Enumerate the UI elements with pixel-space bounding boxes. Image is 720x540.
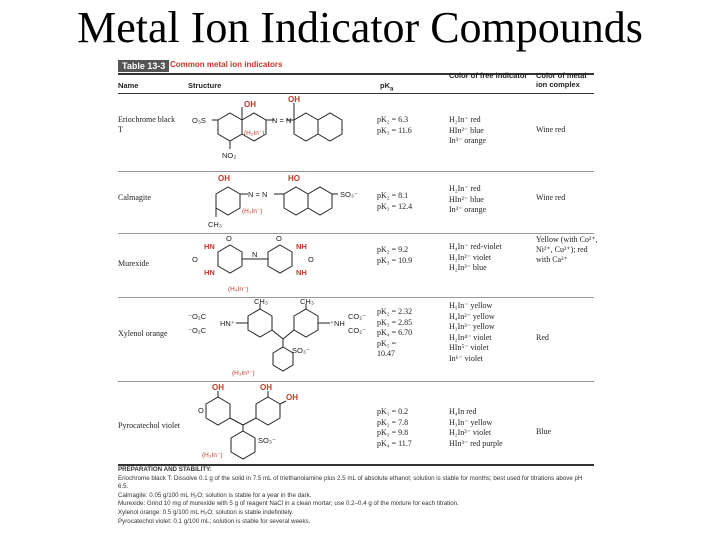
row-separator [118, 297, 594, 298]
pka-value: pK₃ = 9.8 [377, 428, 409, 437]
complex-color: Wine red [536, 193, 566, 202]
row-separator [118, 171, 594, 172]
pka-value: pK₂ = 9.2 [377, 245, 409, 254]
row-separator [118, 233, 594, 234]
structure-label: (H₂In⁻) [244, 130, 265, 137]
structure-label: OH [218, 174, 230, 183]
structure-label: HN [204, 242, 215, 251]
preparation-notes [118, 466, 594, 526]
header-structure: Structure [188, 81, 222, 90]
structure-label: OH [244, 100, 256, 109]
structure-diagram [188, 383, 368, 463]
structure-label: OH [212, 383, 224, 392]
header-name: Name [118, 81, 139, 90]
structure-label: HO [288, 174, 300, 183]
structure-label: ⁺NH [330, 319, 345, 328]
note-line: Xylenol orange: 0.5 g/100 mL H₂O; solution is stable indefinitely. [118, 508, 294, 516]
pka-value: pK₁ = 0.2 [377, 407, 409, 416]
header-rule [118, 93, 594, 94]
indicator-name: Xylenol orange [118, 329, 168, 338]
pka-values [377, 307, 412, 360]
structure-label: NO₂ [222, 151, 237, 160]
table-row [118, 299, 594, 379]
structure-label: OH [288, 95, 300, 104]
free-color: H₄In⁻ red-violet [449, 242, 502, 251]
pka-value: pK₃ = 11.6 [377, 125, 412, 135]
structure-label: OH [286, 393, 298, 402]
structure-diagram [188, 235, 368, 295]
structure-label: O [308, 255, 314, 264]
structure-diagram [188, 299, 368, 379]
slide-title: Metal Ion Indicator Compounds [77, 3, 643, 52]
free-color: H₂In⁻ red [449, 115, 481, 124]
free-indicator-colors [449, 407, 503, 449]
structure-label: O [276, 235, 282, 243]
free-indicator-colors [449, 301, 495, 364]
free-color: HIn²⁻ blue [449, 125, 484, 135]
note-line: Murexide: Grind 10 mg of murexide with 5 g of reagent NaCl in a clean mortar; use 0.2–0.4 g of the mixture for each titration. [118, 500, 459, 508]
free-color: HIn²⁻ blue [449, 194, 484, 204]
structure-label: O [198, 406, 204, 415]
pka-values [377, 245, 412, 266]
header-complex-color: Color of metal ion complex [536, 71, 587, 89]
structure-label: SO₃⁻ [258, 436, 276, 445]
structure-label: N = N [272, 116, 292, 125]
pka-value: pK₂ = 6.3 [377, 115, 409, 124]
pka-value: pK₃ = 10.9 [377, 255, 413, 265]
free-color: H₃In³⁻ yellow [449, 322, 495, 331]
structure-label: NH [296, 242, 307, 251]
free-color: HIn⁵⁻ violet [449, 343, 489, 352]
structure-label: (H₂In⁻) [242, 208, 263, 215]
complex-color: Yellow (with Co²⁺, Ni²⁺, Cu²⁺); red with Ca²⁺ [536, 235, 598, 264]
indicator-name: Eriochrome black T [118, 115, 176, 134]
indicator-name: Calmagite [118, 193, 151, 202]
note-line: Eriochrome black T: Dissolve 0.1 g of the solid in 7.5 mL of triethanolamine plus 2.5 mL of absolute ethanol; solution is stable for months; best used for titrations above pH 6.5. [118, 474, 583, 491]
structure-label: (H₄In⁻) [228, 286, 249, 293]
free-color: In³⁻ orange [449, 136, 487, 145]
indicator-table [118, 57, 598, 537]
structure-label: CH₃ [254, 299, 268, 306]
free-color: H₄In²⁻ yellow [449, 311, 495, 321]
pka-value: pK₃ = 12.4 [377, 201, 413, 211]
free-indicator-colors [449, 184, 486, 216]
structure-diagram [188, 173, 368, 231]
free-color: H₄In red [449, 407, 477, 416]
complex-color: Blue [536, 427, 552, 436]
free-color: H₂In⁴⁻ violet [449, 332, 492, 342]
pka-value: pK₂ = 7.8 [377, 417, 409, 427]
pka-value: pK₂ = 2.32 [377, 307, 413, 316]
free-color: H₃In⁻ yellow [449, 417, 493, 427]
notes-heading: PREPARATION AND STABILITY: [118, 466, 212, 473]
structure-label: OH [260, 383, 272, 392]
structure-label: HN⁺ [220, 319, 235, 328]
header-free-color: Color of free indicator [449, 71, 528, 80]
table-caption: Common metal ion indicators [170, 60, 283, 69]
complex-color: Red [536, 333, 549, 342]
structure-diagram [188, 95, 368, 167]
free-color: H₂In⁻ red [449, 184, 481, 193]
complex-color: Wine red [536, 125, 566, 134]
pka-value: pK₅ = [377, 338, 397, 348]
pka-value: pK₃ = 2.85 [377, 317, 413, 327]
table-row [118, 95, 594, 170]
structure-label: CO₂⁻ [348, 326, 367, 335]
pka-values [377, 407, 412, 449]
structure-label: N = N [248, 190, 268, 199]
pka-value: pK₄ = 6.70 [377, 328, 413, 337]
structure-label: CH₃ [300, 299, 314, 306]
note-line: Pyrocatechol violet: 0.1 g/100 mL; solution is stable for several weeks. [118, 517, 311, 525]
free-color: H₅In⁻ yellow [449, 301, 493, 310]
free-indicator-colors [449, 242, 502, 274]
structure-label: O₃S [192, 116, 206, 125]
free-color: In³⁻ orange [449, 205, 487, 214]
pka-values [377, 191, 412, 212]
free-color: HIn³⁻ red purple [449, 438, 503, 448]
structure-label: NH [296, 268, 307, 277]
structure-label: SO₃⁻ [340, 190, 358, 199]
row-separator [118, 381, 594, 382]
pka-values [377, 115, 412, 136]
structure-label: HN [204, 268, 215, 277]
pka-value: 10.47 [377, 349, 395, 358]
table-row [118, 173, 594, 233]
structure-label: CH₃ [208, 220, 222, 229]
free-color: H₂In³⁻ blue [449, 263, 487, 272]
indicator-name: Pyrocatechol violet [118, 421, 180, 430]
pka-value: pK₂ = 8.1 [377, 191, 409, 200]
structure-label: (H₃In³⁻) [232, 370, 255, 377]
note-line: Calmagite: 0.05 g/100 mL H₂O; solution is stable for a year in the dark. [118, 491, 312, 499]
table-label: Table 13-3 [118, 60, 169, 72]
structure-label: O [226, 235, 232, 243]
structure-label: (H₃In⁻) [202, 452, 223, 459]
structure-label: O [192, 255, 198, 264]
free-color: H₂In²⁻ violet [449, 428, 492, 437]
structure-label: SO₃⁻ [292, 346, 310, 355]
free-color: H₃In²⁻ violet [449, 252, 492, 262]
header-pka: $pK_a$ [380, 81, 394, 93]
free-indicator-colors [449, 115, 486, 147]
indicator-name: Murexide [118, 259, 150, 268]
free-color: In⁶⁻ violet [449, 353, 483, 363]
table-row [118, 235, 598, 297]
structure-label: ⁻O₂C [188, 312, 207, 321]
structure-label: CO₂⁻ [348, 312, 367, 321]
pka-value: pK₄ = 11.7 [377, 438, 412, 448]
structure-label: ⁻O₂C [188, 326, 207, 335]
table-row [118, 383, 594, 463]
structure-label: N [252, 250, 258, 259]
